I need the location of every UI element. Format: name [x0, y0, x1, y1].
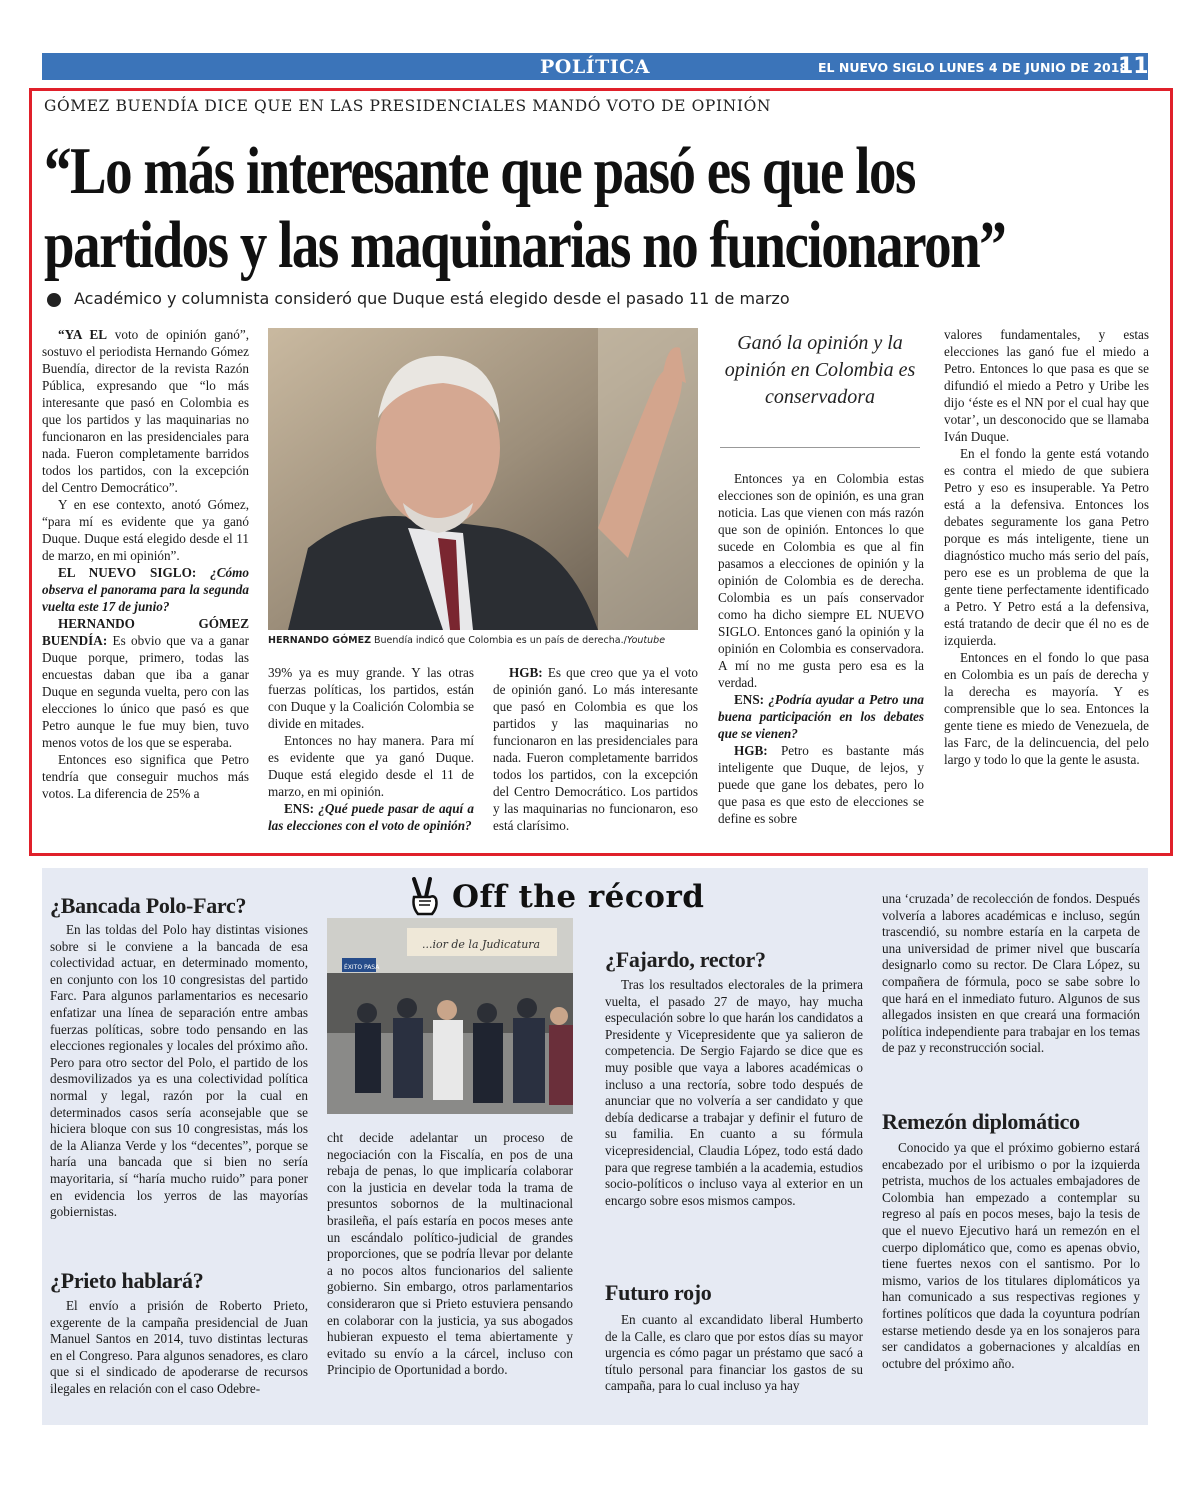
- paragraph: una ‘cruzada’ de recolección de fondos. Después volvería a labores académicas e incluso, según trascendió, su nombre estaría en la carpeta de una universidad de primer nivel que buscaría designarlo como su rector. De Clara López, su compañera de fórmula, poco se sabe sobre lo que hará en el inmediato futuro. Algunos de sus allegados insisten en que creará una formación política independiente para trabajar en los temas de paz y reconstrucción social.: [882, 891, 1140, 1056]
- article-column-5: [944, 326, 1149, 768]
- answer: [42, 615, 249, 751]
- article-kicker: GÓMEZ BUENDÍA DICE QUE EN LAS PRESIDENCIALES MANDÓ VOTO DE OPINIÓN: [44, 97, 772, 115]
- subsection-text-cont: [327, 1130, 573, 1379]
- off-the-record-title: Off the récord: [452, 879, 705, 915]
- subsection-title: ¿Bancada Polo-Farc?: [50, 893, 247, 918]
- question-text: ¿Podría ayudar a Petro una buena participación en los debates que se vienen?: [718, 692, 924, 741]
- answer-label: HERNANDO GÓMEZ BUENDÍA:: [42, 616, 249, 648]
- subsection-text: [605, 1312, 863, 1395]
- question: [42, 564, 249, 615]
- subsection-title: ¿Prieto hablará?: [50, 1268, 204, 1293]
- article-subhead: Académico y columnista consideró que Duque está elegido desde el pasado 11 de marzo: [74, 289, 790, 308]
- bullet-icon: [47, 293, 61, 307]
- caption-name: HERNANDO GÓMEZ: [268, 635, 371, 646]
- headline-line-1: “Lo más interesante que pasó es que los: [44, 134, 915, 208]
- question-text: ¿Qué puede pasar de aquí a las elecciones con el voto de opinión?: [268, 801, 474, 833]
- question: [718, 691, 924, 742]
- page-number: 11A: [1118, 54, 1166, 79]
- question: [268, 800, 474, 834]
- answer-text: Es que creo que ya el voto de opinión ganó. Lo más interesante que pasó en Colombia es que los partidos y las maquinarias no funcionaron en las presidenciales para nada. Fueron completamente barridos todos los partidos, con la excepción del Centro Democrático. Los partidos y las maquinarias no funcionaron, eso está clarísimo.: [493, 665, 698, 833]
- subsection-text: [882, 1140, 1140, 1372]
- subsection-title: ¿Fajardo, rector?: [605, 947, 766, 972]
- pull-quote: Ganó la opinión y la opinión en Colombia es conservadora: [724, 332, 916, 408]
- caption-text: Buendía indicó que Colombia es un país de derecha./: [370, 635, 627, 646]
- portrait-photo: [268, 328, 698, 630]
- question-label: ENS:: [284, 801, 315, 816]
- question-label: EL NUEVO SIGLO:: [58, 565, 197, 580]
- lead-caps: “YA EL: [58, 327, 108, 342]
- answer: [493, 664, 698, 834]
- pull-quote-rule: [720, 447, 920, 448]
- paragraph: Entonces eso significa que Petro tendría que conseguir muchos más votos. La diferencia de 25% a: [42, 752, 249, 801]
- paragraph: Y en ese contexto, anotó Gómez, “para mí es evidente que ya ganó Duque. Duque está elegido desde el 11 de marzo, en mi opinión”.: [42, 497, 249, 563]
- paragraph-text: voto de opinión ganó”, sostuvo el periodista Hernando Gómez Buendía, director de la revista Razón Pública, expresando que “lo más interesante que pasó en Colombia es que los partidos y las maquinarias no funcionaron en las presidenciales para nada. Fueron completamente barridos todos los partidos, con la excepción del Centro Democrático”.: [42, 327, 249, 495]
- paragraph: Entonces ya en Colombia estas elecciones son de opinión, es una gran noticia. Las que vienen con más razón que son de opinión. Entonces lo que sucede en Colombia es que al fin pasamos a elecciones de opinión y la opinión de Colombia es de derecha. Colombia es un país conservador como ha dicho siempre EL NUEVO SIGLO. Entonces ganó la opinión y la opinión en Colombia es conservadora. A mí no me gusta pero esa es la verdad.: [718, 471, 924, 690]
- paragraph: En cuanto al excandidato liberal Humberto de la Calle, es claro que por estos días su mayor urgencia es cómo pagar un préstamo que sacó a título personal para financiar los gastos de su campaña, para lo cual incluso ya hay: [605, 1312, 863, 1394]
- answer-text: Es obvio que va a ganar Duque porque, primero, todas las encuestas daban que iba a ganar Duque en segunda vuelta, pero con las elecciones lo único que pasó es que Petro aunque le fue muy bien, tuvo menos votos de los que se esperaba.: [42, 633, 249, 750]
- section-label: POLÍTICA: [540, 56, 650, 78]
- subsection-text: [605, 977, 863, 1209]
- paragraph: cht decide adelantar un proceso de negociación con la Fiscalía, en pos de una rebaja de penas, lo que implicaría colaborar con la justicia en develar toda la trama de presuntos sobornos de la multinacional brasileña, el país estaría en pocos meses ante un escándalo político-judicial de grandes proporciones, que se podría llevar por delante a no pocos altos funcionarios del saliente gobierno. Sin embargo, otros parlamentarios consideraron que si Prieto estuviera pensando en colaborar con la justicia, ya sus abogados hubieran expuesto el tema abiertamente y evitado su envío a la cárcel, incluso con Principio de Oportunidad a bordo.: [327, 1130, 573, 1378]
- subsection-text: [50, 1298, 308, 1398]
- article-column-3: [493, 664, 698, 834]
- paragraph: [42, 326, 249, 496]
- paragraph: Entonces en el fondo lo que pasa en Colombia es un país de derecha y la derecha es mayoría. Y es comprensible que lo sea. Entonces la gente tiene es miedo de Venezuela, de las Farc, de la delincuencia, del pelo largo y todo lo que la gente le asusta.: [944, 650, 1149, 767]
- victory-hand-icon: [406, 877, 442, 917]
- paragraph: En las toldas del Polo hay distintas visiones sobre si le conviene a la bancada de esa colectividad actuar, en determinado momento, en conjunto con los 10 congresistas del partido Farc. Para algunos parlamentarios es necesario enfatizar una línea de separación entre ambas fuerzas políticas, sobre todo pensando en las elecciones regionales y locales del próximo año. Pero para otro sector del Polo, el partido de los desmovilizados ya es una colectividad política normal y legal, razón por la cual en determinados casos sería aconsejable que se hiciera bloque con sus 10 congresistas, más los de la Alianza Verde y los “decentes”, porque se haría una bancada que si bien no sería mayoritaria, sí “haría mucho ruido” para poner en evidencia los yerros de las mayorías gobiernistas.: [50, 922, 308, 1220]
- subsection-text-cont: [882, 891, 1140, 1057]
- paragraph: Tras los resultados electorales de la primera vuelta, el pasado 27 de mayo, hay mucha especulación sobre lo que harán los candidatos a Presidente y Vicepresidente que ya salieron de competencia. De Sergio Fajardo se dice que es muy posible que vaya a labores académicas o incluso a una rectoría, sobre todo después de anunciar que no volvería a ser candidato y que debía dedicarse a trabajar y definir el futuro de su familia. En cuanto a su fórmula vicepresidencial, Claudia López, todo está dado para que regrese también a la academia, estudios socio-políticos o incluso vaya al exterior en un encargo sobre esos mismos campos.: [605, 977, 863, 1208]
- photo-sign-text: ...ior de la Judicatura: [422, 938, 541, 951]
- subsection-text: [50, 922, 308, 1221]
- article-column-2: [268, 664, 474, 834]
- article-column-1: [42, 326, 249, 802]
- question-text: ¿Cómo observa el panorama para la segunda vuelta este 17 de junio?: [42, 565, 249, 614]
- police-photo: [327, 918, 573, 1114]
- paragraph: En el fondo la gente está votando es contra el miedo de que subiera Petro y eso es insuperable. Ya Petro está a la defensiva. Entonces los debates seguramente los gana Petro porque es más inteligente, tiene un diagnóstico mucho más serio del país, pero ese es un problema de que la gente tiene perfectamente identificado a Petro. Y Petro está a la defensiva, está tratando de decir que él no es de izquierda.: [944, 446, 1149, 648]
- subsection-title: Remezón diplomático: [882, 1109, 1080, 1134]
- paragraph: Entonces no hay manera. Para mí es evidente que ya ganó Duque. Duque está elegido desde el 11 de marzo, en mi opinión.: [268, 733, 474, 799]
- paragraph: Conocido ya que el próximo gobierno estará encabezado por el uribismo o por la izquierda petrista, muchos de los actuales embajadores de Colombia han empezado a contemplar su regreso al país en pocos meses, bajo la tesis de que el nuevo Ejecutivo hará un remezón en el cuerpo diplomático que, como es apenas obvio, tiene fuertes nexos con el santismo. Por lo mismo, varios de los titulares diplomáticos ya han comunicado a sus respectivas regiones y fortines políticos que dada la coyuntura podrían estarse metiendo desde ya en los sonajeros para ser candidatos a gobernaciones y alcaldías en octubre del próximo año.: [882, 1140, 1140, 1371]
- answer-label: HGB:: [734, 743, 768, 758]
- answer-label: HGB:: [509, 665, 543, 680]
- article-column-4: [718, 470, 924, 827]
- answer-text: Petro es bastante más inteligente que Duque, de lejos, y puede que gane los debates, pero lo que pasa es que esto de elecciones se define es sobre: [718, 743, 924, 826]
- photo-caption: [268, 635, 698, 646]
- caption-credit: Youtube: [626, 635, 666, 646]
- subsection-title: Futuro rojo: [605, 1280, 712, 1305]
- headline-line-2: partidos y las maquinarias no funcionaron”: [44, 208, 1006, 282]
- paragraph: valores fundamentales, y estas elecciones las ganó fue el miedo a Petro. Entonces lo que pasa es que se difundió el miedo a Petro y Uribe les dijo ‘éste es el NN por el cual hay que votar’, un desconocido que se llamaba Iván Duque.: [944, 327, 1149, 444]
- paragraph: 39% ya es muy grande. Y las otras fuerzas políticas, los partidos, están con Duque y la Coalición Colombia se divide en mitades.: [268, 665, 474, 731]
- photo-sign-text-2: ÉXITO PASA: [344, 964, 380, 971]
- paper-date: EL NUEVO SIGLO LUNES 4 DE JUNIO DE 2018: [818, 60, 1129, 75]
- answer: [718, 742, 924, 827]
- question-label: ENS:: [734, 692, 765, 707]
- paragraph: El envío a prisión de Roberto Prieto, exgerente de la campaña presidencial de Juan Manuel Santos en 2014, tuvo distintas lecturas en el Congreso. Para algunos senadores, es claro que si el sindicado de apoderarse de recursos ilegales en relación con el caso Odebre-: [50, 1298, 308, 1396]
